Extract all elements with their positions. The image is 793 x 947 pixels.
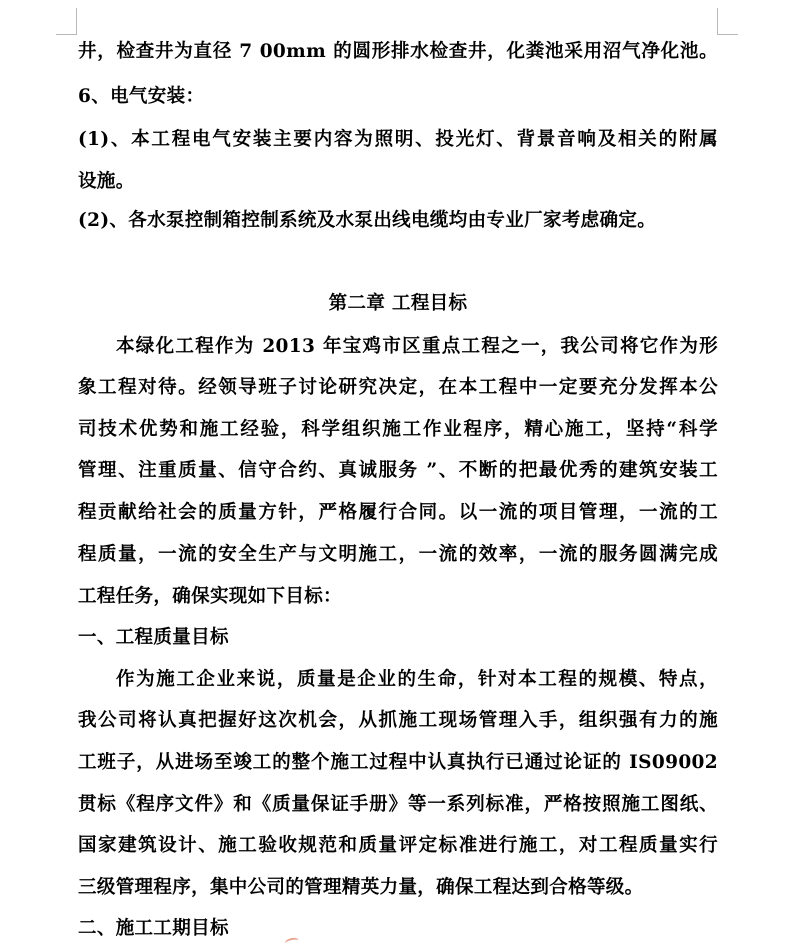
paragraph-line: (2)、各水泵控制箱控制系统及水泵出线电缆均由专业厂家考虑确定。 (78, 210, 657, 231)
section-heading-quality: 一、工程质量目标 (78, 627, 229, 648)
paragraph-line: 司技术优势和施工经验，科学组织施工作业程序，精心施工，坚持“科学 (78, 419, 718, 440)
paragraph-line: 程贡献给社会的质量方针，严格履行合同。以一流的项目管理，一流的工 (78, 502, 718, 523)
paragraph-line: 设施。 (78, 171, 135, 192)
paragraph-line: 管理、注重质量、信守合约、真诚服务 ”、不断的把最优秀的建筑安装工 (78, 460, 718, 481)
paragraph-line: 作为施工企业来说，质量是企业的生命，针对本工程的规模、特点， (116, 669, 718, 690)
margin-corner-mark-right (717, 8, 738, 35)
paragraph-line: 本绿化工程作为 2013 年宝鸡市区重点工程之一，我公司将它作为形 (116, 336, 718, 357)
paragraph-line: 国家建筑设计、施工验收规范和质量评定标准进行施工，对工程质量实行 (78, 835, 718, 856)
paragraph-line: 我公司将认真把握好这次机会，从抓施工现场管理入手，组织强有力的施 (78, 710, 718, 731)
paragraph-line: 井，检查井为直径 7 00mm 的圆形排水检查井，化粪池采用沼气净化池。 (78, 41, 718, 62)
paragraph-line: 三级管理程序，集中公司的管理精英力量，确保工程达到合格等级。 (78, 877, 644, 898)
paragraph-line: 象工程对待。经领导班子讨论研究决定，在本工程中一定要充分发挥本公 (78, 377, 718, 398)
paragraph-line: 工程任务，确保实现如下目标： (78, 586, 342, 607)
paragraph-line: (1)、本工程电气安装主要内容为照明、投光灯、背景音响及相关的附属 (78, 129, 718, 150)
paragraph-line: 程质量，一流的安全生产与文明施工，一流的效率，一流的服务圆满完成 (78, 544, 718, 565)
section-heading-schedule: 二、施工工期目标 (78, 918, 229, 939)
section-heading-electrical: 6、电气安装： (78, 86, 205, 107)
paragraph-line: 贯标《程序文件》和《质量保证手册》等一系列标准，严格按照施工图纸、 (78, 794, 718, 815)
margin-corner-mark-left (56, 8, 77, 35)
chapter-title: 第二章 工程目标 (328, 293, 468, 314)
ink-mark (284, 937, 299, 947)
paragraph-line: 工班子，从进场至竣工的整个施工过程中认真执行已通过论证的 IS09002 (78, 752, 718, 773)
